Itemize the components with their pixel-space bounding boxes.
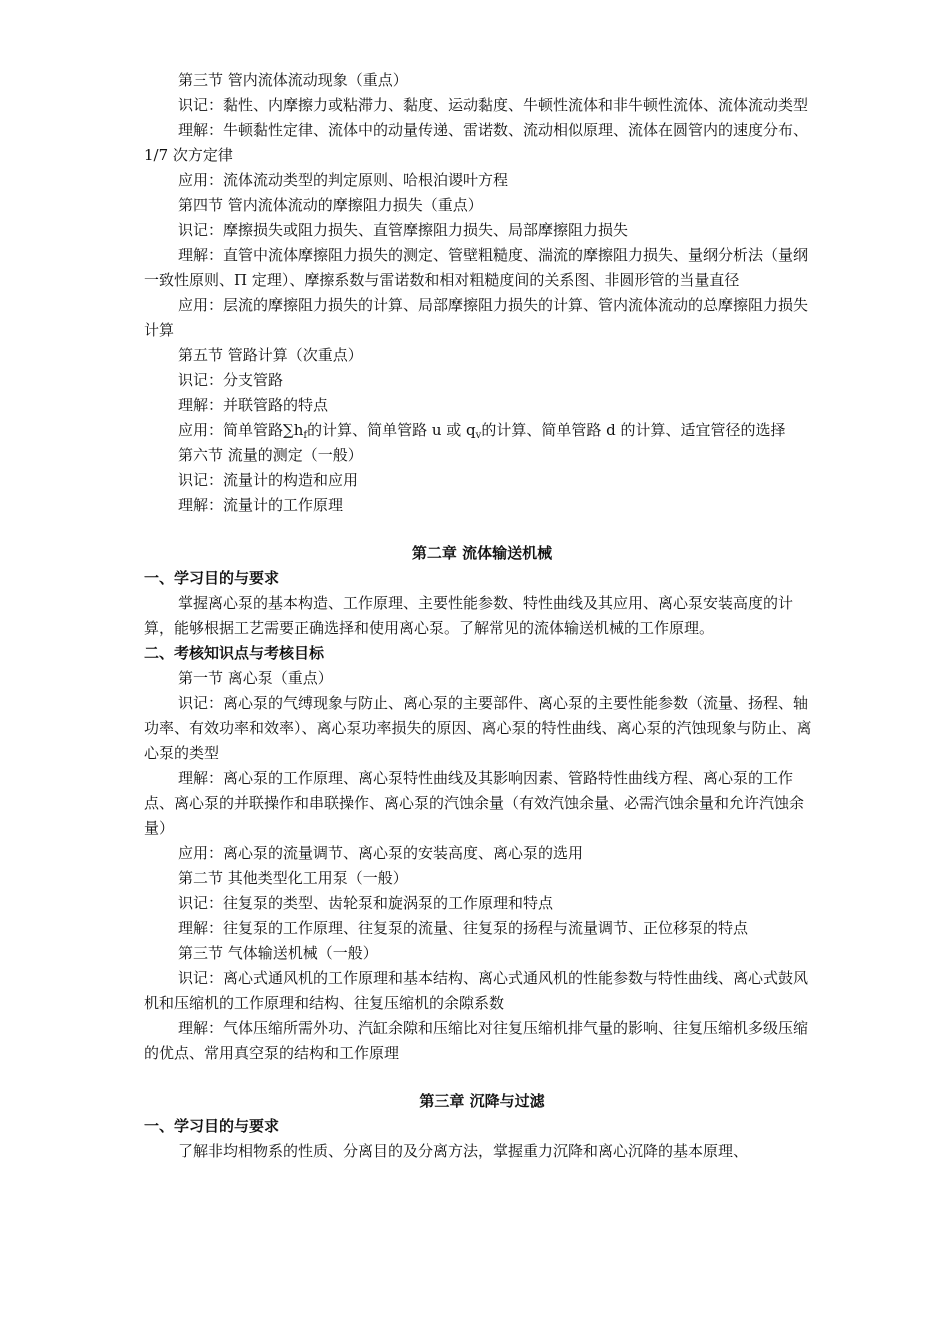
recall-item: 识记：往复泵的类型、齿轮泵和旋涡泵的工作原理和特点 [178, 894, 554, 912]
recall-item: 识记：离心式通风机的工作原理和基本结构、离心式通风机的性能参数与特性曲线、离心式鼓风机和压缩机的工作原理和结构、往复压缩机的余隙系数 [144, 969, 809, 1012]
subscript-f: f [303, 430, 308, 441]
section-title: 第三节 气体输送机械（一般） [178, 944, 378, 962]
section-title: 第三节 管内流体流动现象（重点） [178, 71, 408, 89]
recall-item: 识记：流量计的构造和应用 [178, 471, 359, 489]
heading-goals: 一、学习目的与要求 [144, 569, 280, 587]
understand-item: 理解：并联管路的特点 [178, 396, 329, 414]
subscript-v: v [475, 430, 482, 441]
recall-item: 识记：黏性、内摩擦力或粘滞力、黏度、运动黏度、牛顿性流体和非牛顿性流体、流体流动类型 [178, 96, 809, 114]
section-title: 第四节 管内流体流动的摩擦阻力损失（重点） [178, 196, 483, 214]
chapter-title: 第二章 流体输送机械 [411, 544, 553, 562]
apply-item: 应用：离心泵的流量调节、离心泵的安装高度、离心泵的选用 [178, 844, 584, 862]
understand-item: 理解：气体压缩所需外功、汽缸余隙和压缩比对往复压缩机排气量的影响、往复压缩机多级压缩的优点、常用真空泵的结构和工作原理 [144, 1019, 809, 1062]
understand-item: 理解：流量计的工作原理 [178, 496, 344, 514]
recall-item: 识记：分支管路 [178, 371, 284, 389]
apply-item [144, 418, 820, 443]
section-title: 第五节 管路计算（次重点） [178, 346, 363, 364]
goals-paragraph: 了解非均相物系的性质、分离目的及分离方法，掌握重力沉降和离心沉降的基本原理、 [178, 1142, 749, 1160]
recall-item: 识记：摩擦损失或阻力损失、直管摩擦阻力损失、局部摩擦阻力损失 [178, 221, 629, 239]
apply-text-part: 的计算、简单管路 u 或 q [307, 421, 476, 439]
document-body [144, 68, 820, 1164]
apply-text-part: 的计算、简单管路 d 的计算、适宜管径的选择 [481, 421, 786, 439]
apply-item: 应用：层流的摩擦阻力损失的计算、局部摩擦阻力损失的计算、管内流体流动的总摩擦阻力损失计算 [144, 296, 809, 339]
understand-item: 理解：往复泵的工作原理、往复泵的流量、往复泵的扬程与流量调节、正位移泵的特点 [178, 919, 749, 937]
heading-goals: 一、学习目的与要求 [144, 1117, 280, 1135]
recall-item: 识记：离心泵的气缚现象与防止、离心泵的主要部件、离心泵的主要性能参数（流量、扬程、轴功率、有效功率和效率）、离心泵功率损失的原因、离心泵的特性曲线、离心泵的汽蚀现象与防止、离心泵的类型 [144, 694, 812, 762]
understand-item: 理解：直管中流体摩擦阻力损失的测定、管壁粗糙度、湍流的摩擦阻力损失、量纲分析法（量纲一致性原则、Π 定理）、摩擦系数与雷诺数和相对粗糙度间的关系图、非圆形管的当量直径 [144, 246, 809, 289]
goals-paragraph: 掌握离心泵的基本构造、工作原理、主要性能参数、特性曲线及其应用、离心泵安装高度的计算，能够根据工艺需要正确选择和使用离心泵。了解常见的流体输送机械的工作原理。 [144, 594, 794, 637]
apply-text-part: 应用：简单管路∑h [178, 421, 304, 439]
understand-item: 理解：牛顿黏性定律、流体中的动量传递、雷诺数、流动相似原理、流体在圆管内的速度分布、1/7 次方定律 [144, 121, 809, 164]
section-title: 第二节 其他类型化工用泵（一般） [178, 869, 408, 887]
heading-assessment: 二、考核知识点与考核目标 [144, 644, 325, 662]
chapter-title: 第三章 沉降与过滤 [419, 1092, 545, 1110]
section-title: 第六节 流量的测定（一般） [178, 446, 363, 464]
apply-item: 应用：流体流动类型的判定原则、哈根泊谡叶方程 [178, 171, 509, 189]
understand-item: 理解：离心泵的工作原理、离心泵特性曲线及其影响因素、管路特性曲线方程、离心泵的工作点、离心泵的并联操作和串联操作、离心泵的汽蚀余量（有效汽蚀余量、必需汽蚀余量和允许汽蚀余量） [144, 769, 805, 837]
section-title: 第一节 离心泵（重点） [178, 669, 333, 687]
